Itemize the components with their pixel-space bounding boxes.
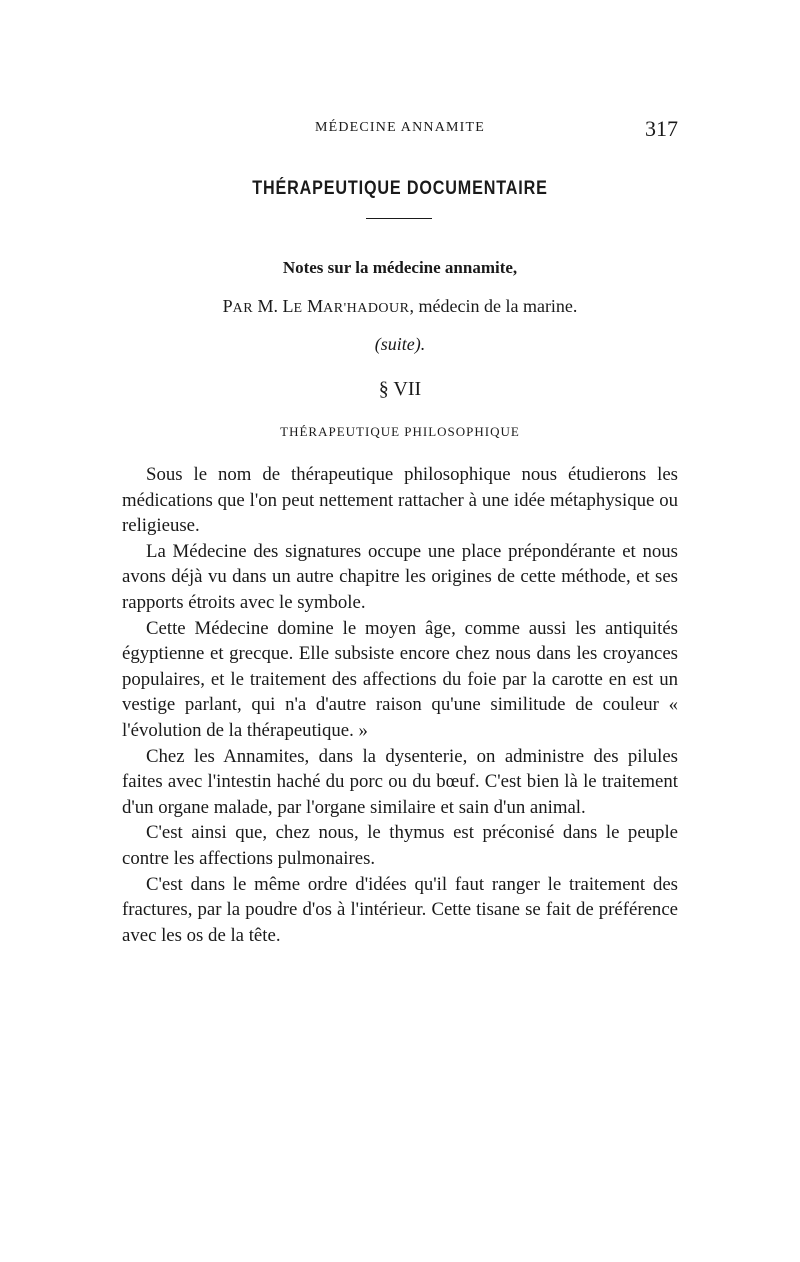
paragraph: Chez les Annamites, dans la dysenterie, on administre des pilules faites avec l'intestin haché du porc ou du bœuf. C'est bien là le traitement d'un organe malade, par l'organe similaire et sain d'un animal. xyxy=(122,745,678,818)
paragraph: C'est ainsi que, chez nous, le thymus est préconisé dans le peuple contre les affections pulmonaires. xyxy=(122,822,678,869)
paragraph: C'est dans le même ordre d'idées qu'il faut ranger le traitement des fractures, par la poudre d'os à l'intérieur. Cette tisane se fait de préférence avec les os de la tête. xyxy=(122,873,678,946)
article-title: Notes sur la médecine annamite, xyxy=(282,258,518,277)
byline-monsieur: M. xyxy=(257,296,279,316)
continuation-note: (suite). xyxy=(374,334,426,354)
running-title: MÉDECINE ANNAMITE xyxy=(314,120,486,135)
body-text xyxy=(122,462,678,948)
byline-le-initial: L xyxy=(282,296,294,316)
heading-divider xyxy=(366,218,432,219)
byline-par-rest: AR xyxy=(232,301,254,316)
section-heading: THÉRAPEUTIQUE DOCUMENTAIRE xyxy=(252,178,548,199)
paragraph: Cette Médecine domine le moyen âge, comme aussi les antiquités égyptienne et grecque. Elle subsiste encore chez nous dans les croyances populaires, et le traitement des affections du foie par la carotte en est un vestige parlant, qui n'a d'autre raison qu'une similitude de couleur « l'évolution de la thérapeutique. » xyxy=(122,617,678,741)
byline-le-rest: E xyxy=(293,301,303,316)
section-number: § VII xyxy=(378,378,422,400)
paragraph: Sous le nom de thérapeutique philosophique nous étudierons les médications que l'on peut nettement rattacher à une idée métaphysique ou religieuse. xyxy=(122,464,678,537)
running-head xyxy=(120,116,680,142)
byline-name-rest: AR'HADOUR xyxy=(323,301,410,316)
subsection-title: THÉRAPEUTIQUE PHILOSOPHIQUE xyxy=(280,424,520,439)
byline-name-initial: M xyxy=(307,296,324,316)
byline-par-initial: P xyxy=(222,296,233,316)
page-number: 317 xyxy=(645,116,678,141)
byline-role: , médecin de la marine. xyxy=(409,296,578,316)
paragraph: La Médecine des signatures occupe une place prépondérante et nous avons déjà vu dans un autre chapitre les origines de cette méthode, et ses rapports étroits avec le symbole. xyxy=(122,540,678,613)
byline xyxy=(0,296,800,317)
